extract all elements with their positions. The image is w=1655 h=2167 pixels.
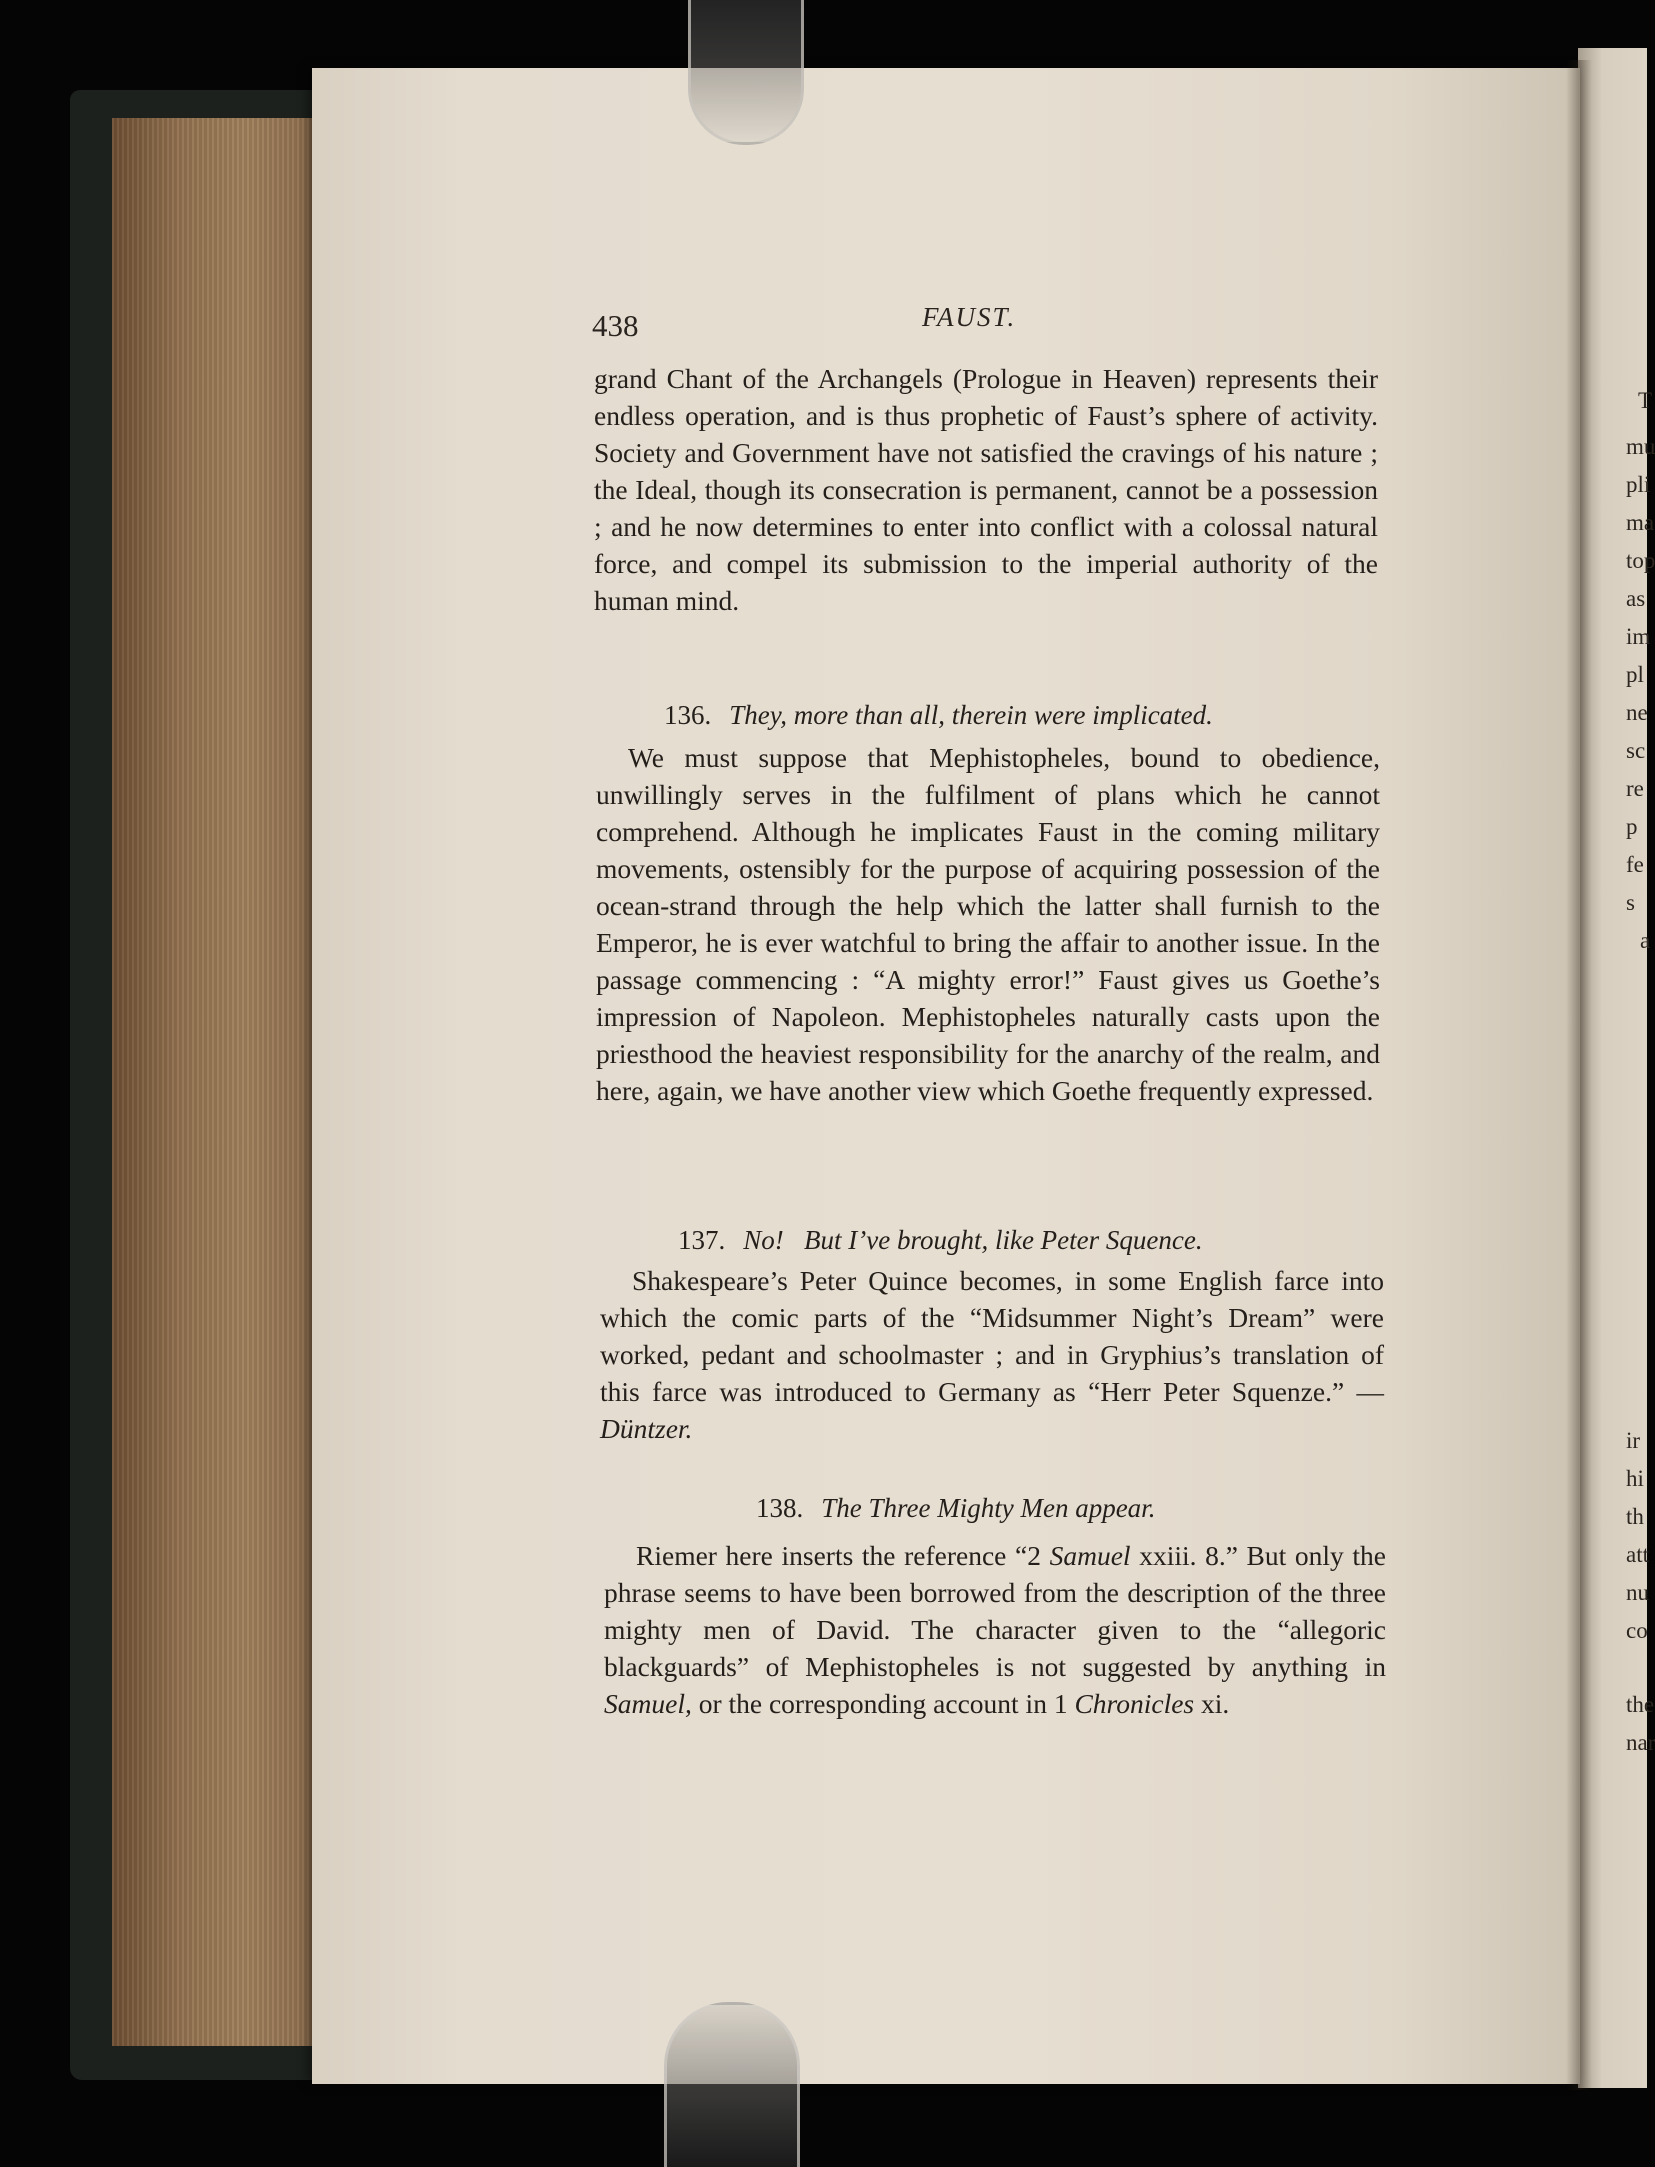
next-page-fragment: as bbox=[1626, 586, 1646, 611]
page-number: 438 bbox=[592, 308, 639, 343]
book-title: Samuel bbox=[1049, 1540, 1131, 1571]
paragraph-text: grand Chant of the Archangels (Prologue in Heaven) represents their endless operation, and is thus prophetic of Faust’s sphere of activity. Society and Government have not satisfied the cravings of his nature ; the Ideal, though its consecration is permanent, cannot be a possession ; and he now determines to enter into conflict with a colossal natural force, and compel its submission to the imperial authority of the human mind. bbox=[594, 363, 1378, 616]
next-page-fragment: mu bbox=[1626, 434, 1655, 459]
next-page-fragment: a bbox=[1640, 928, 1651, 953]
note-quote-part2: But I’ve brought, like Peter Squence. bbox=[804, 1225, 1203, 1255]
note-quote-part1: No! bbox=[743, 1225, 784, 1255]
paragraph-text: We must suppose that Mephistopheles, bound to obedience, unwillingly serves in the fulfilment of plans which he cannot comprehend. Although he implicates Faust in the coming military movements, ostensibly for the purpose of acquiring possession of the ocean-strand through the help which the latter shall furnish to the Emperor, he is ever watchful to bring the affair to another issue. In the passage commencing : “A mighty error!” Faust gives us Goethe’s impression of Napoleon. Mephistopheles naturally casts upon the priesthood the heaviest responsibility for the anarchy of the realm, and here, again, we have another view which Goethe frequently expressed. bbox=[596, 742, 1380, 1106]
note-heading-136 bbox=[664, 700, 1213, 731]
book-title: Chronicles bbox=[1074, 1688, 1195, 1719]
next-page-fragment: s bbox=[1626, 890, 1635, 915]
running-head: FAUST. bbox=[922, 302, 1017, 332]
next-page-fragment: sc bbox=[1626, 738, 1646, 763]
author-citation: Düntzer. bbox=[600, 1413, 693, 1444]
next-page-fragment: co bbox=[1626, 1618, 1648, 1643]
next-page-fragment: ne bbox=[1626, 700, 1648, 725]
page-fore-edge bbox=[112, 118, 334, 2046]
body-text: Shakespeare’s Peter Quince becomes, in some English farce into which the comic parts of the “Midsummer Night’s Dream” were worked, pedant and schoolmaster ; and in Gryphius’s translation of this farce was introduced to Germany as “Herr Peter Squenze.” — bbox=[600, 1265, 1384, 1407]
note-number: 137. bbox=[678, 1225, 726, 1255]
note-number: 136. bbox=[664, 700, 712, 730]
next-page-fragment: th bbox=[1626, 1504, 1644, 1529]
body-text: or the corresponding account in 1 bbox=[698, 1688, 1068, 1719]
page-gutter bbox=[1566, 60, 1592, 2090]
note-heading-137 bbox=[678, 1225, 1203, 1256]
note-body-138 bbox=[604, 1537, 1386, 1722]
next-page-fragment: top bbox=[1626, 548, 1655, 573]
next-page-fragment: ma bbox=[1626, 510, 1655, 535]
note-number: 138. bbox=[756, 1493, 804, 1523]
next-page-fragment: att bbox=[1626, 1542, 1649, 1567]
note-quote: The Three Mighty Men appear. bbox=[821, 1493, 1156, 1523]
page-clip-top bbox=[688, 0, 804, 145]
paragraph-text bbox=[604, 1537, 1386, 1722]
next-page-fragment: the bbox=[1626, 1692, 1655, 1717]
page-clip-bottom bbox=[664, 2002, 800, 2167]
body-text: xi. bbox=[1201, 1688, 1230, 1719]
note-body-136 bbox=[596, 739, 1380, 1109]
next-page-fragment: pli bbox=[1626, 472, 1651, 497]
next-page-fragment: nar bbox=[1626, 1730, 1655, 1755]
note-heading-138 bbox=[756, 1493, 1155, 1524]
intro-paragraph bbox=[594, 360, 1378, 619]
next-page-fragment: fe bbox=[1626, 852, 1644, 877]
next-page-fragment: T bbox=[1638, 388, 1653, 413]
next-page-fragment: ir bbox=[1626, 1428, 1641, 1453]
book-title: Samuel, bbox=[604, 1688, 692, 1719]
body-text: xxiii. 8.” But only the phrase seems to have been borrowed from the description of the three mighty men of David. The character given to the “allegoric blackguards” of Mephistopheles is not suggested by anything in bbox=[604, 1540, 1387, 1682]
next-page-fragment: hi bbox=[1626, 1466, 1644, 1491]
next-page-fragment: p bbox=[1626, 814, 1638, 839]
next-page-fragment: pl bbox=[1626, 662, 1644, 687]
note-body-137 bbox=[600, 1262, 1384, 1447]
paragraph-text bbox=[600, 1262, 1384, 1447]
next-page-fragment: re bbox=[1626, 776, 1644, 801]
note-quote: They, more than all, therein were implicated. bbox=[729, 700, 1213, 730]
body-text: Riemer here inserts the reference “2 bbox=[636, 1540, 1041, 1571]
next-page-fragment: im bbox=[1626, 624, 1651, 649]
next-page-fragment: nu bbox=[1626, 1580, 1649, 1605]
